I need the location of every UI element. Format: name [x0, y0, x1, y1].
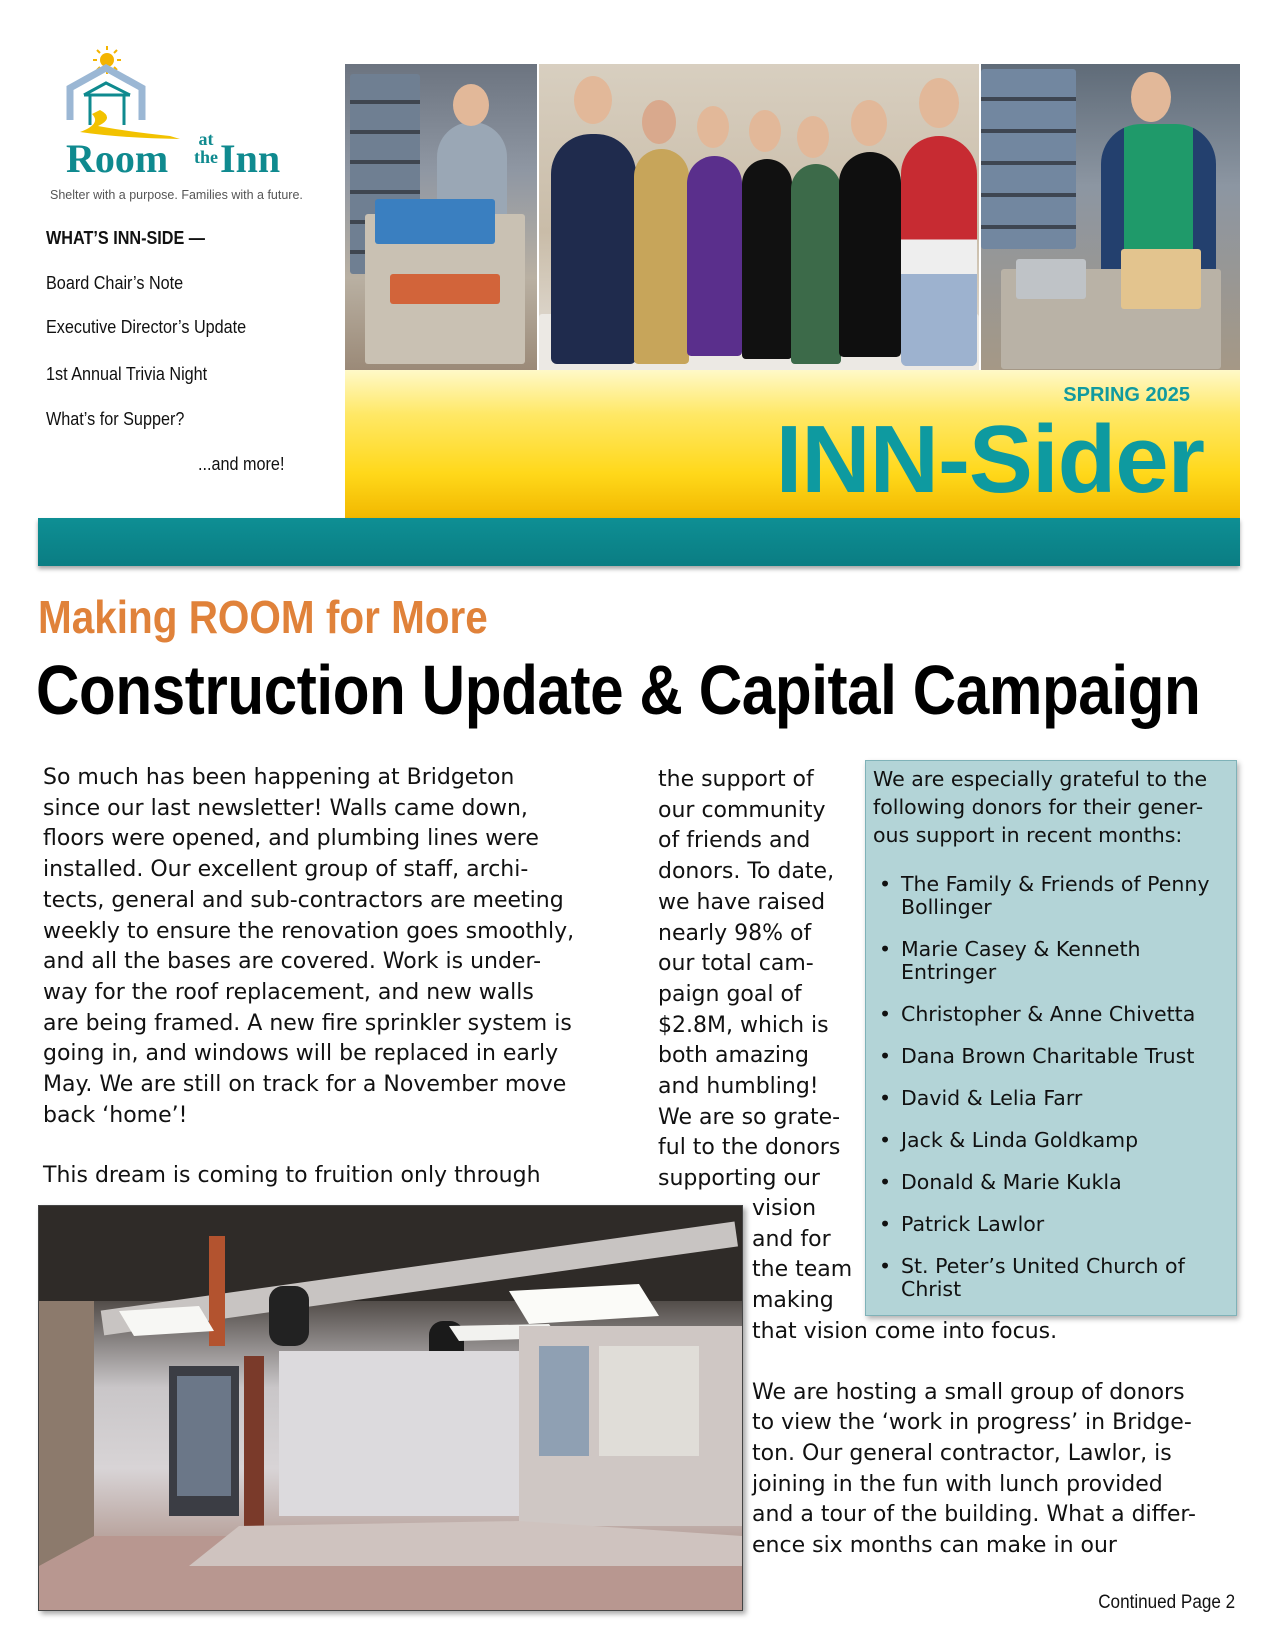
- donor-intro: [873, 765, 1233, 849]
- text-line: the team: [752, 1257, 853, 1283]
- text-line: nearly 98% of: [658, 920, 812, 946]
- text-line: going in, and windows will be replaced in early: [43, 1041, 559, 1067]
- toc-title: WHAT’S INN-SIDE —: [46, 228, 206, 248]
- text-line: floors were opened, and plumbing lines were: [43, 826, 539, 852]
- article-headline: Construction Update & Capital Campaign: [36, 651, 1201, 729]
- text-line: following donors for their gener-: [873, 795, 1204, 819]
- text-line: We are hosting a small group of donors: [752, 1379, 1185, 1405]
- text-line: making: [752, 1288, 834, 1314]
- text-line: We are so grate-: [658, 1104, 841, 1130]
- donor-item: • St. Peter’s United Church of Christ: [876, 1255, 1226, 1301]
- text-line: So much has been happening at Bridgeton: [43, 765, 515, 790]
- text-line: May. We are still on track for a November move: [43, 1072, 567, 1098]
- text-line: our total cam-: [658, 951, 814, 977]
- text-line: both amazing: [658, 1043, 809, 1069]
- toc-item: Executive Director’s Update: [46, 317, 247, 337]
- text-line: paign goal of: [658, 981, 802, 1007]
- donor-sidebar: [865, 760, 1237, 1316]
- paragraph: [43, 763, 628, 1131]
- text-line: We are especially grateful to the: [873, 767, 1208, 791]
- donor-list: [876, 873, 1226, 1320]
- logo-tagline: Shelter with a purpose. Families with a future.: [50, 188, 303, 202]
- food-donation-photo: [981, 64, 1240, 370]
- issue-label: SPRING 2025: [1063, 384, 1190, 406]
- construction-site-photo: [38, 1205, 743, 1611]
- text-line: $2.8M, which is: [658, 1012, 829, 1038]
- donor-item: • David & Lelia Farr: [876, 1087, 1226, 1110]
- text-line: and humbling!: [658, 1074, 819, 1100]
- text-line: vision: [752, 1196, 817, 1221]
- continued-note: Continued Page 2: [1098, 1592, 1235, 1613]
- logo-word-inn: Inn: [220, 136, 281, 181]
- toc-more: ...and more!: [198, 454, 285, 474]
- text-line: weekly to ensure the renovation goes smoothly,: [43, 918, 575, 944]
- volunteer-group-photo: [539, 64, 979, 370]
- donor-item: • Christopher & Anne Chivetta: [876, 1003, 1226, 1026]
- text-line: to view the ‘work in progress’ in Bridge-: [752, 1410, 1192, 1436]
- text-line: that vision come into focus.: [752, 1318, 1058, 1344]
- logo-word-the: the: [194, 147, 218, 167]
- header-divider-bar: [38, 518, 1240, 566]
- logo-house-icon: [40, 40, 330, 140]
- logo-word-at-the: [191, 130, 221, 166]
- text-line: donors. To date,: [658, 859, 835, 885]
- text-line: ence six months can make in our: [752, 1533, 1117, 1559]
- article-column-1: [43, 763, 628, 1192]
- text-line: are being framed. A new fire sprinkler system is: [43, 1010, 572, 1036]
- text-line: supporting our: [658, 1166, 820, 1192]
- toc-item: 1st Annual Trivia Night: [46, 364, 208, 384]
- paragraph: [43, 1161, 628, 1192]
- toc-item: Board Chair’s Note: [46, 273, 184, 293]
- construction-scene-graphic: [39, 1206, 742, 1610]
- text-line: ous support in recent months:: [873, 823, 1183, 847]
- toc-item: What’s for Supper?: [46, 409, 185, 429]
- text-line: ton. Our general contractor, Lawlor, is: [752, 1440, 1172, 1466]
- room-at-the-inn-logo: [40, 40, 330, 210]
- volunteer-cart-photo: [345, 64, 537, 370]
- text-line: tects, general and sub-contractors are meeting: [43, 887, 564, 913]
- article-kicker: Making ROOM for More: [38, 591, 488, 643]
- donor-item: • Donald & Marie Kukla: [876, 1171, 1226, 1194]
- text-line: since our last newsletter! Walls came down,: [43, 795, 528, 821]
- text-line: joining in the fun with lunch provided: [752, 1471, 1163, 1497]
- text-line: our community: [658, 797, 826, 823]
- text-line: and for: [752, 1226, 831, 1252]
- text-line: of friends and: [658, 828, 811, 854]
- donor-item: • Patrick Lawlor: [876, 1213, 1226, 1236]
- article-column-2: [658, 765, 858, 1195]
- donor-item: • Marie Casey & Kenneth Entringer: [876, 938, 1226, 984]
- donor-item: • Jack & Linda Goldkamp: [876, 1129, 1226, 1152]
- text-line: This dream is coming to fruition only through: [43, 1163, 541, 1189]
- text-line: way for the roof replacement, and new walls: [43, 979, 534, 1005]
- text-line: the support of: [658, 767, 814, 792]
- text-line: ful to the donors: [658, 1135, 841, 1161]
- text-line: and all the bases are covered. Work is under-: [43, 949, 542, 975]
- logo-word-at: at: [198, 129, 214, 149]
- text-line: we have raised: [658, 889, 826, 915]
- newsletter-banner: [345, 370, 1240, 519]
- newsletter-title: INN-Sider: [775, 406, 1204, 513]
- donor-item: • Dana Brown Charitable Trust: [876, 1045, 1226, 1068]
- donor-item: • The Family & Friends of Penny Bollinger: [876, 873, 1226, 919]
- text-line: back ‘home’!: [43, 1102, 188, 1128]
- text-line: installed. Our excellent group of staff, archi-: [43, 857, 529, 883]
- text-line: and a tour of the building. What a differ-: [752, 1502, 1196, 1528]
- logo-word-room: Room: [66, 136, 169, 181]
